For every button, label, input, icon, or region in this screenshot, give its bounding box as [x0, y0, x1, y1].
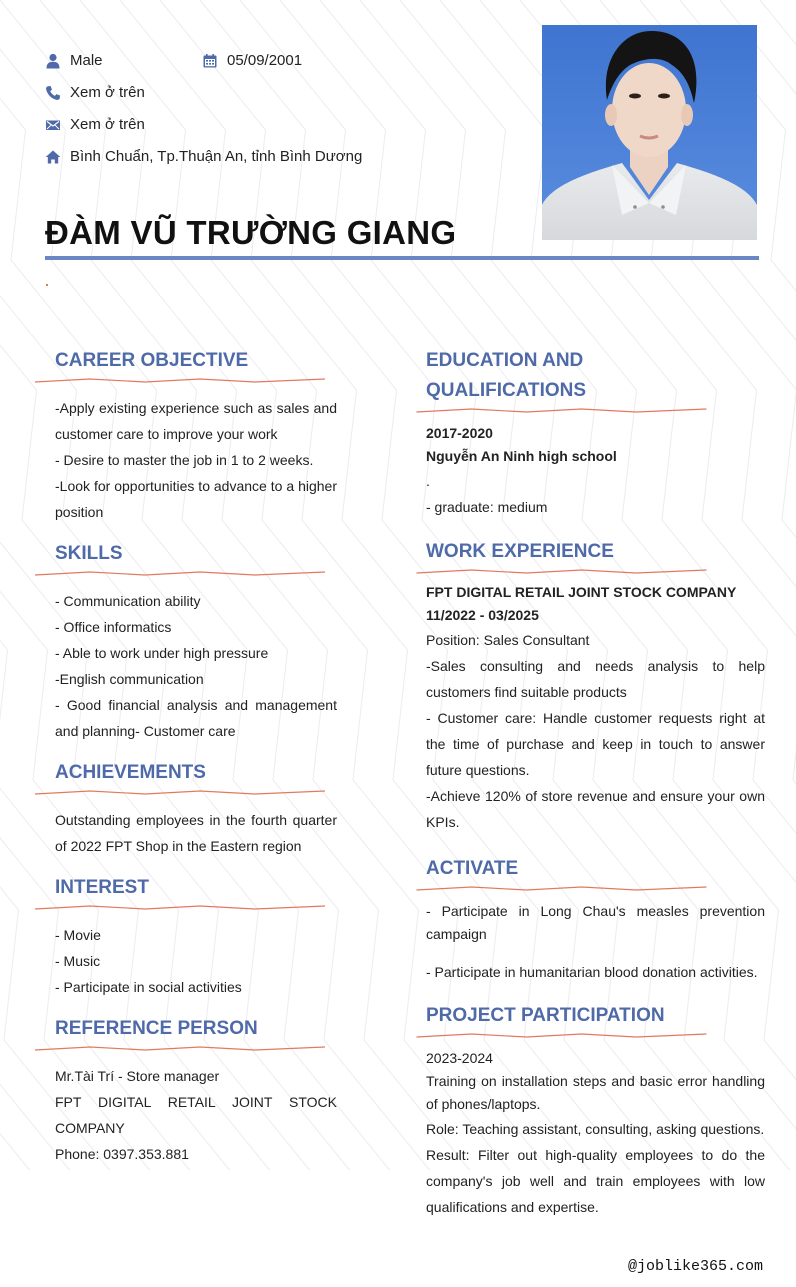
- education-detail: - graduate: medium: [426, 499, 548, 515]
- phone-icon: [45, 85, 61, 101]
- wave-divider: [406, 406, 717, 416]
- section-title: WORK EXPERIENCE: [426, 541, 614, 562]
- project-period: 2023-2024: [426, 1050, 493, 1066]
- envelope-icon: [45, 117, 61, 133]
- education-period: 2017-2020: [426, 425, 493, 441]
- dob-value: 05/09/2001: [227, 52, 303, 69]
- section-reference: [55, 1014, 337, 1167]
- calendar-icon: [202, 53, 218, 69]
- wave-divider: [406, 1031, 717, 1041]
- activity-item: - Participate in humanitarian blood donation activities.: [426, 964, 758, 980]
- skill-item: - Good financial analysis and management and planning- Customer care: [55, 697, 337, 739]
- wave-divider: [35, 1044, 325, 1054]
- section-title: REFERENCE PERSON: [55, 1018, 258, 1039]
- footer-watermark: @joblike365.com: [627, 1258, 763, 1275]
- work-period: 11/2022 - 03/2025: [426, 607, 539, 623]
- wave-divider: [35, 376, 325, 386]
- section-education: [426, 346, 765, 520]
- skill-item: - Able to work under high pressure: [55, 645, 269, 661]
- wave-divider: [35, 903, 325, 913]
- work-duty: -Sales consulting and needs analysis to help customers find suitable products: [426, 658, 765, 700]
- work-duty: - Customer care: Handle customer requests right at the time of purchase and keep in touch to answer future questions.: [426, 710, 765, 778]
- reference-name: Mr.Tài Trí - Store manager: [55, 1068, 220, 1084]
- decorative-dot: [46, 284, 48, 286]
- section-work-experience: [426, 537, 765, 835]
- phone-value: Xem ở trên: [70, 84, 145, 101]
- skill-item: -English communication: [55, 671, 204, 687]
- section-title: ACHIEVEMENTS: [55, 762, 206, 783]
- contact-phone: [45, 84, 145, 101]
- contact-dob: [202, 52, 302, 69]
- section-skills: [55, 539, 337, 744]
- section-title: CAREER OBJECTIVE: [55, 350, 249, 371]
- email-value: Xem ở trên: [70, 116, 145, 133]
- gender-value: Male: [70, 52, 103, 69]
- section-title: ACTIVATE: [426, 858, 519, 879]
- interest-item: - Music: [55, 953, 101, 969]
- section-interest: [55, 873, 337, 1000]
- user-icon: [45, 53, 61, 69]
- career-line: -Apply existing experience such as sales and customer care to improve your work: [55, 400, 337, 442]
- work-position: Position: Sales Consultant: [426, 632, 590, 648]
- contact-email: [45, 116, 145, 133]
- section-achievements: [55, 758, 337, 859]
- wave-divider: [406, 884, 717, 894]
- interest-item: - Participate in social activities: [55, 979, 242, 995]
- achievement-item: Outstanding employees in the fourth quarter of 2022 FPT Shop in the Eastern region: [55, 812, 337, 854]
- project-role: Role: Teaching assistant, consulting, asking questions.: [426, 1121, 765, 1137]
- skill-item: - Communication ability: [55, 593, 201, 609]
- section-title: SKILLS: [55, 543, 123, 564]
- wave-divider: [35, 569, 325, 579]
- name-divider: [45, 256, 759, 260]
- section-title: PROJECT PARTICIPATION: [426, 1005, 665, 1026]
- career-line: -Look for opportunities to advance to a higher position: [55, 478, 337, 520]
- wave-divider: [35, 788, 325, 798]
- full-name: ĐÀM VŨ TRƯỜNG GIANG: [45, 214, 457, 251]
- reference-phone: Phone: 0397.353.881: [55, 1146, 189, 1162]
- skill-item: - Office informatics: [55, 619, 172, 635]
- education-dot: .: [426, 473, 430, 489]
- work-duty: -Achieve 120% of store revenue and ensure your own KPIs.: [426, 788, 765, 830]
- contact-gender: [45, 52, 103, 69]
- project-result: Result: Filter out high-quality employees to do the company's job well and train employees with low qualifications and expertise.: [426, 1147, 765, 1215]
- section-title: INTEREST: [55, 877, 149, 898]
- home-icon: [45, 149, 61, 165]
- activity-item: - Participate in Long Chau's measles prevention campaign: [426, 903, 765, 942]
- section-title-cont: QUALIFICATIONS: [426, 380, 587, 401]
- section-title: EDUCATION AND: [426, 350, 584, 371]
- project-line: Training on installation steps and basic error handling of phones/laptops.: [426, 1073, 765, 1112]
- section-career-objective: [55, 346, 337, 525]
- work-company: FPT DIGITAL RETAIL JOINT STOCK COMPANY: [426, 584, 737, 600]
- address-value: Bình Chuẩn, Tp.Thuận An, tỉnh Bình Dương: [70, 148, 363, 165]
- section-project: [426, 1001, 765, 1220]
- education-school: Nguyễn An Ninh high school: [426, 448, 617, 464]
- profile-photo: [542, 25, 757, 240]
- reference-company: FPT DIGITAL RETAIL JOINT STOCK COMPANY: [55, 1094, 337, 1136]
- interest-item: - Movie: [55, 927, 101, 943]
- section-activate: [426, 854, 765, 984]
- contact-address: [45, 148, 362, 165]
- wave-divider: [406, 567, 717, 577]
- career-line: - Desire to master the job in 1 to 2 weeks.: [55, 452, 314, 468]
